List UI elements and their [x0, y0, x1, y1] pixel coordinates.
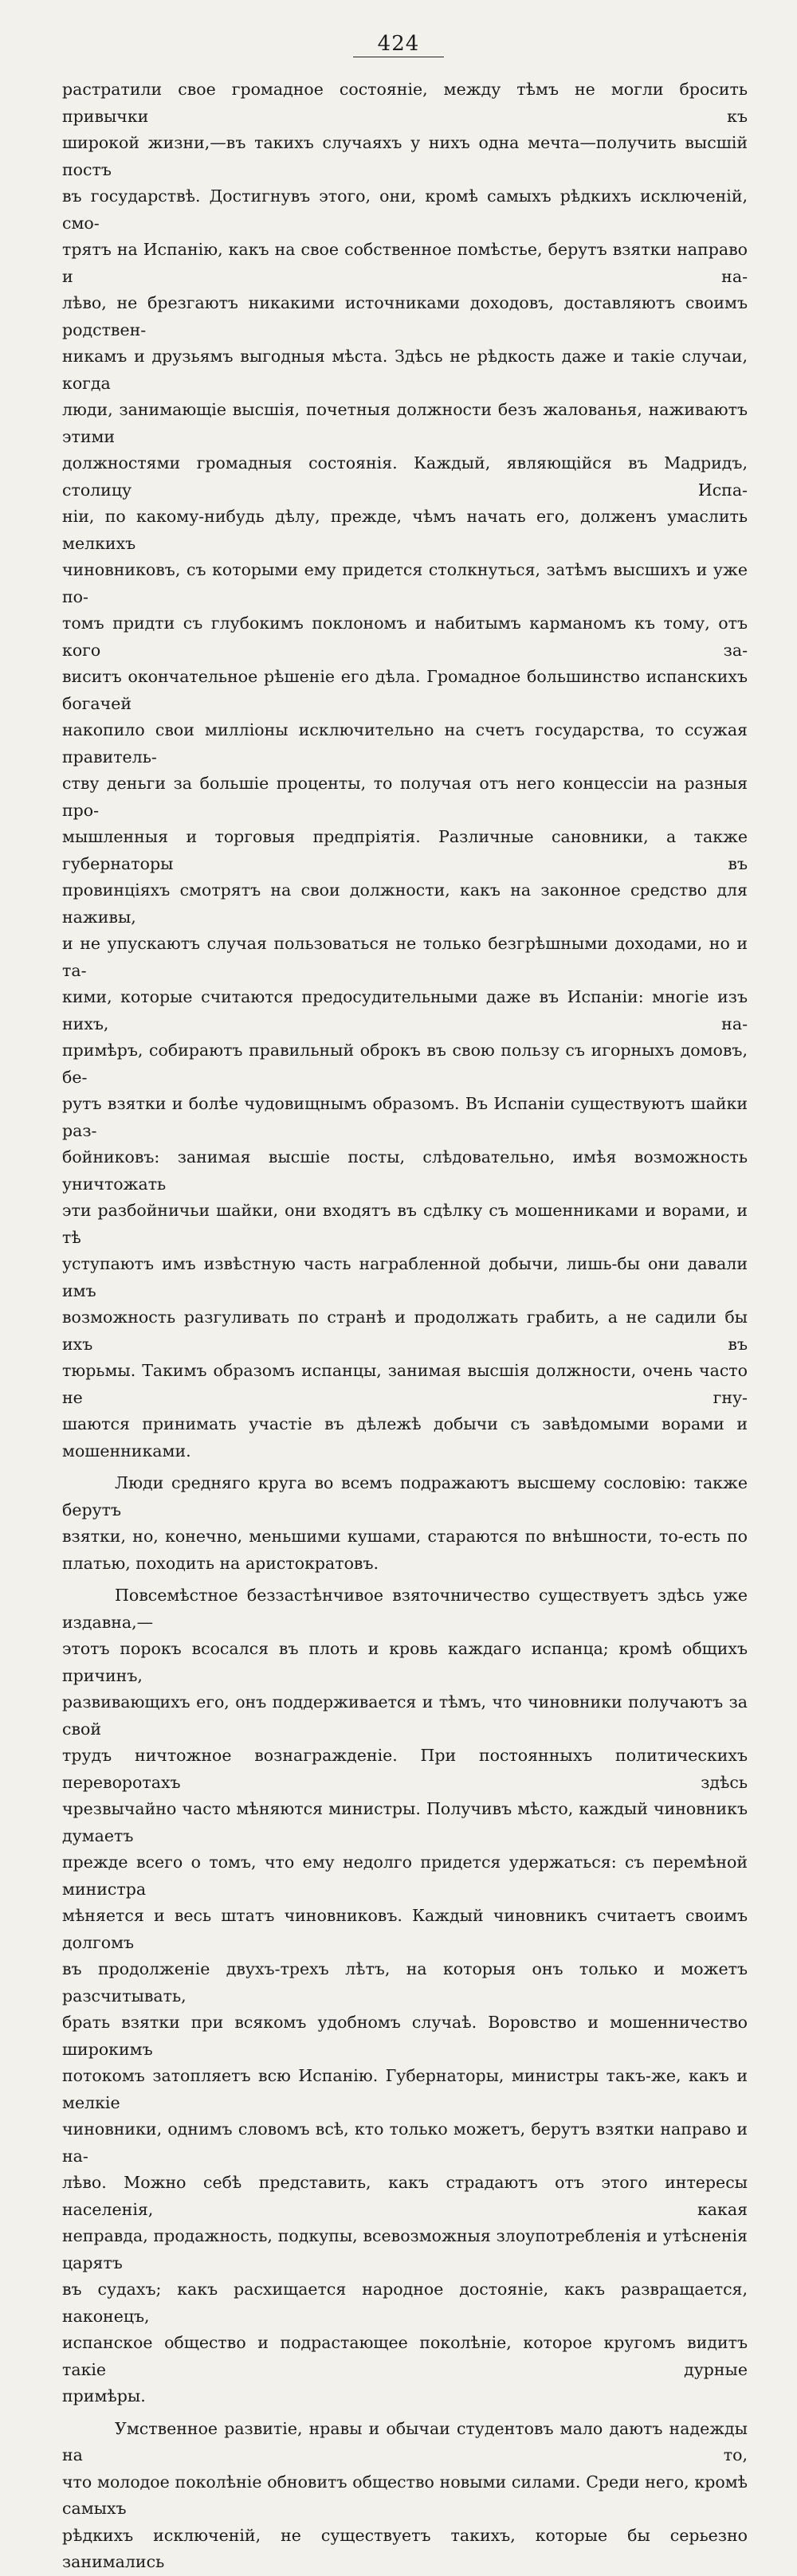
text-line: уступаютъ имъ извѣстную часть награбленной добычи, лишь-бы они давали имъ	[62, 1254, 748, 1300]
text-line: накопило свои миллiоны исключительно на счетъ государства, то ссужая правитель-	[62, 720, 748, 767]
text-line: Люди средняго круга во всемъ подражаютъ высшему сословiю: также берутъ	[62, 1473, 748, 1519]
text-line: платью, походить на аристократовъ.	[62, 1553, 379, 1573]
text-line: Повсемѣстное беззастѣнчивое взяточничество существуетъ здѣсь уже издавна,—	[62, 1586, 748, 1632]
text-line: и не упускаютъ случая пользоваться не только безгрѣшными доходами, но и та-	[62, 934, 748, 980]
text-line: развивающихъ его, онъ поддерживается и тѣмъ, что чиновники получаютъ за свой	[62, 1692, 748, 1739]
text-line: нiи, по какому-нибудь дѣлу, прежде, чѣмъ начать его, долженъ умаслить мелкихъ	[62, 507, 748, 553]
text-line: никамъ и друзьямъ выгодныя мѣста. Здѣсь не рѣдкость даже и такiе случаи, когда	[62, 347, 748, 393]
text-line: взятки, но, конечно, меньшими кушами, стараются по внѣшности, то-есть по	[62, 1527, 748, 1546]
text-line: возможность разгуливать по странѣ и продолжать грабить, а не садили бы ихъ въ	[62, 1308, 748, 1354]
text-line: примѣры.	[62, 2386, 146, 2405]
text-line: рѣдкихъ исключенiй, не существуетъ такихъ, которые бы серьезно занимались	[62, 2525, 748, 2571]
text-line: провинцiяхъ смотрятъ на свои должности, какъ на законное средство для наживы,	[62, 880, 748, 927]
text-line: что молодое поколѣнiе обновитъ общество новыми силами. Среди него, кромѣ самыхъ	[62, 2472, 748, 2518]
text-line: широкой жизни,—въ такихъ случаяхъ у нихъ одна мечта—получить высшiй постъ	[62, 133, 748, 179]
text-line: рутъ взятки и болѣе чудовищнымъ образомъ. Въ Испанiи существуютъ шайки раз-	[62, 1094, 748, 1140]
text-line: тюрьмы. Такимъ образомъ испанцы, занимая высшiя должности, очень часто не гну-	[62, 1361, 748, 1407]
text-line: этотъ порокъ всосался въ плоть и кровь каждаго испанца; кромѣ общихъ причинъ,	[62, 1639, 748, 1685]
text-line: прежде всего о томъ, что ему недолго придется удержаться: съ перемѣной министра	[62, 1853, 748, 1899]
text-line: бойниковъ: занимая высшiе посты, слѣдовательно, имѣя возможность уничтожать	[62, 1147, 748, 1194]
text-line: томъ придти съ глубокимъ поклономъ и набитымъ карманомъ къ тому, отъ кого за-	[62, 614, 748, 660]
text-line: потокомъ затопляетъ всю Испанiю. Губернаторы, министры такъ-же, какъ и мелкiе	[62, 2066, 748, 2112]
text-line: лѣво, не брезгаютъ никакими источниками доходовъ, доставляютъ своимъ родствен-	[62, 293, 748, 339]
page-number: 424	[377, 32, 420, 56]
text-line: лѣво. Можно себѣ представить, какъ страдаютъ отъ этого интересы населенiя, какая	[62, 2173, 748, 2219]
text-line: виситъ окончательное рѣшенiе его дѣла. Громадное большинство испанскихъ богачей	[62, 667, 748, 713]
text-line: мѣняется и весь штатъ чиновниковъ. Каждый чиновникъ считаетъ своимъ долгомъ	[62, 1906, 748, 1952]
text-line: мышленныя и торговыя предпрiятiя. Различные сановники, а также губернаторы въ	[62, 827, 748, 873]
text-line: чиновники, однимъ словомъ всѣ, кто только можетъ, берутъ взятки направо и на-	[62, 2119, 748, 2166]
text-line: въ продолженiе двухъ-трехъ лѣтъ, на которыя онъ только и можетъ разсчитывать,	[62, 1959, 748, 2006]
text-line: трудъ ничтожное вознагражденiе. При постоянныхъ политическихъ переворотахъ здѣсь	[62, 1746, 748, 1792]
body-text	[62, 76, 748, 2576]
text-line: чрезвычайно часто мѣняются министры. Получивъ мѣсто, каждый чиновникъ думаетъ	[62, 1799, 748, 1845]
text-line: въ судахъ; какъ расхищается народное достоянiе, какъ развращается, наконецъ,	[62, 2280, 748, 2326]
text-line: брать взятки при всякомъ удобномъ случаѣ. Воровство и мошенничество широкимъ	[62, 2013, 748, 2059]
text-line: примѣръ, собираютъ правильный оброкъ въ свою пользу съ игорныхъ домовъ, бе-	[62, 1041, 748, 1087]
text-line: ству деньги за большiе проценты, то получая отъ него концессiи на разныя про-	[62, 774, 748, 820]
text-line: испанское общество и подрастающее поколѣнiе, которое кругомъ видитъ такiе дурные	[62, 2333, 748, 2379]
text-line: въ государствѣ. Достигнувъ этого, они, кромѣ самыхъ рѣдкихъ исключенiй, смо-	[62, 186, 748, 233]
text-line: Умственное развитiе, нравы и обычаи студентовъ мало даютъ надежды на то,	[62, 2418, 748, 2464]
text-line: кими, которые считаются предосудительными даже въ Испанiи: многiе изъ нихъ, на-	[62, 987, 748, 1033]
text-line: растратили свое громадное состоянiе, между тѣмъ не могли бросить привычки къ	[62, 80, 748, 126]
text-line: неправда, продажность, подкупы, всевозможныя злоупотребленiя и утѣсненiя царятъ	[62, 2226, 748, 2272]
text-line: эти разбойничьи шайки, они входятъ въ сдѣлку съ мошенниками и ворами, и тѣ	[62, 1201, 748, 1247]
text-line: трятъ на Испанiю, какъ на свое собственное помѣстье, берутъ взятки направо и на-	[62, 240, 748, 286]
text-line: люди, занимающiе высшiя, почетныя должности безъ жалованья, наживаютъ этими	[62, 400, 748, 446]
text-line: чиновниковъ, съ которыми ему придется столкнуться, затѣмъ высшихъ и уже по-	[62, 560, 748, 606]
text-line: шаются принимать участiе въ дѣлежѣ добычи съ завѣдомыми ворами и мошенниками.	[62, 1414, 748, 1461]
text-line: должностями громадныя состоянiя. Каждый, являющiйся въ Мадридъ, столицу Испа-	[62, 453, 748, 500]
